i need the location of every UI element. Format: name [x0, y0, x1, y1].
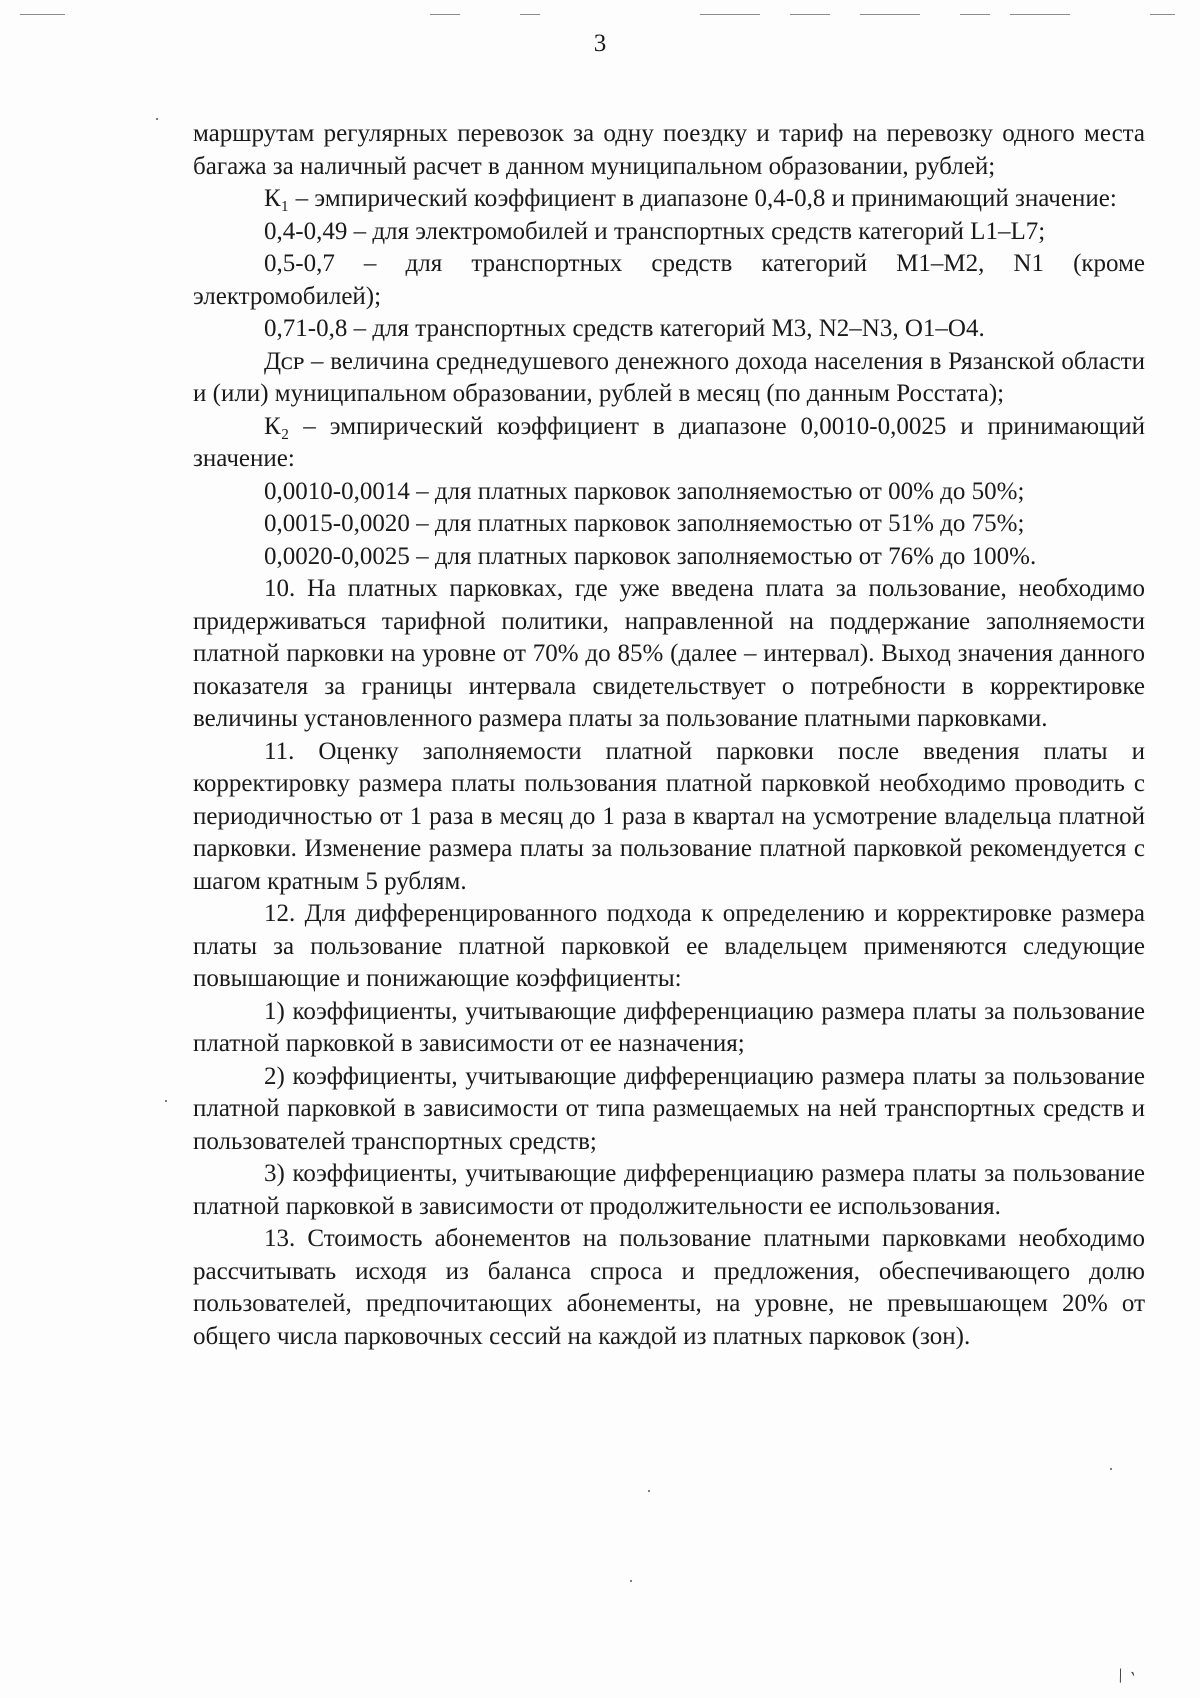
paragraph-k2-definition: К₂ – эмпирический коэффициент в диапазоне 0,0010-0,0025 и принимающий значение:: [193, 412, 1145, 472]
paragraph-dsr-definition: Дᴄᴘ – величина среднедушевого денежного дохода населения в Рязанской области и (или) муниципальном образовании, рублей в месяц (по данным Росстата);: [193, 347, 1145, 407]
paragraph-section-12-item-2: 2) коэффициенты, учитывающие дифференциацию размера платы за пользование платной парковкой в зависимости от типа размещаемых на ней транспортных средств и пользователей транспортных средств;: [193, 1062, 1145, 1155]
scan-artifact-top-edge: [0, 14, 1200, 18]
paragraph-section-11: 11. Оценку заполняемости платной парковки после введения платы и корректировку размера платы пользования платной парковкой необходимо проводить с периодичностью от 1 раза в месяц до 1 раза в квартал на усмотрение владельца платной парковки. Изменение размера платы за пользование платной парковкой рекомендуется с шагом кратным 5 рублям.: [193, 737, 1145, 895]
paragraph-section-13: 13. Стоимость абонементов на пользование платными парковками необходимо рассчитывать исходя из баланса спроса и предложения, обеспечивающего долю пользователей, предпочитающих абонементы, на уровне, не превышающем 20% от общего числа парковочных сессий на каждой из платных парковок (зон).: [193, 1225, 1145, 1350]
paragraph-k1-value-3: 0,71-0,8 – для транспортных средств категорий M3, N2–N3, O1–O4.: [264, 315, 985, 342]
paragraph-k1-value-1: 0,4-0,49 – для электромобилей и транспортных средств категорий L1–L7;: [264, 217, 1046, 245]
scan-speck: [630, 1580, 632, 1582]
paragraph-tariff-continuation: маршрутам регулярных перевозок за одну поездку и тариф на перевозку одного места багажа за наличный расчет в данном муниципальном образовании, рублей;: [193, 120, 1145, 180]
paragraph-section-10: 10. На платных парковках, где уже введена плата за пользование, необходимо придерживаться тарифной политики, направленной на поддержание заполняемости платной парковки на уровне от 70% до 85% (далее – интервал). Выход значения данного показателя за границы интервала свидетельствует о потребности в корректировке величины установленного размера платы за пользование платными парковками.: [193, 575, 1145, 732]
paragraph-section-12-item-3: 3) коэффициенты, учитывающие дифференциацию размера платы за пользование платной парковкой в зависимости от продолжительности ее использования.: [193, 1160, 1145, 1220]
scan-speck: [156, 118, 158, 120]
scan-speck: [648, 1490, 650, 1492]
document-body: [193, 118, 1145, 1353]
paragraph-k2-value-1: 0,0010-0,0014 – для платных парковок заполняемостью от 00% до 50%;: [264, 477, 1025, 505]
scan-speck: [165, 1100, 167, 1102]
page-number: 3: [593, 30, 607, 57]
paragraph-k1-definition: К₁ – эмпирический коэффициент в диапазоне 0,4-0,8 и принимающий значение:: [264, 185, 1117, 212]
scan-speck: [1110, 1468, 1112, 1470]
paragraph-k1-value-2: 0,5-0,7 – для транспортных средств категорий M1–M2, N1 (кроме электромобилей);: [193, 250, 1145, 310]
handwritten-corner-mark: \ `: [1113, 1664, 1138, 1692]
paragraph-section-12-item-1: 1) коэффициенты, учитывающие дифференциацию размера платы за пользование платной парковкой в зависимости от ее назначения;: [193, 997, 1145, 1057]
paragraph-section-12: 12. Для дифференцированного подхода к определению и корректировке размера платы за пользование платной парковкой ее владельцем применяются следующие повышающие и понижающие коэффициенты:: [193, 900, 1145, 992]
paragraph-k2-value-3: 0,0020-0,0025 – для платных парковок заполняемостью от 76% до 100%.: [264, 542, 1037, 570]
paragraph-k2-value-2: 0,0015-0,0020 – для платных парковок заполняемостью от 51% до 75%;: [264, 510, 1025, 537]
